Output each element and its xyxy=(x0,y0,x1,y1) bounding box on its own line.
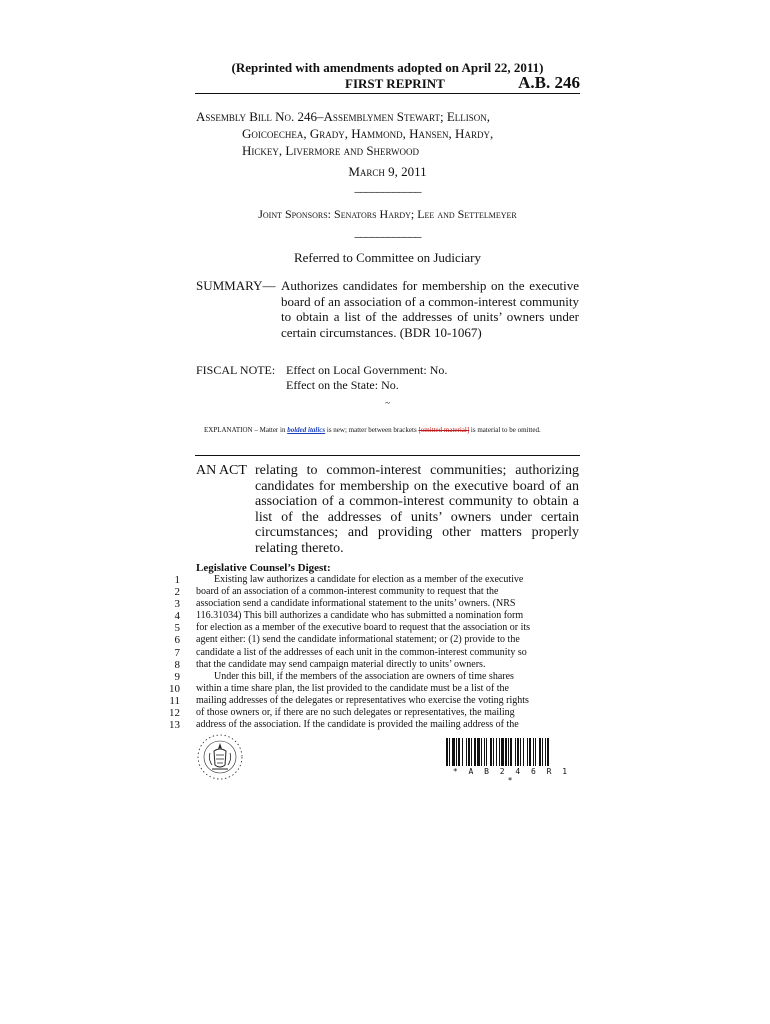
digest-line: 116.31034) This bill authorizes a candidate who has submitted a nomination form xyxy=(196,610,524,622)
state-seal-icon xyxy=(196,733,244,781)
committee-referral: Referred to Committee on Judiciary xyxy=(293,250,481,265)
bill-line-1: Assembly Bill No. 246–Assemblymen Stewart; Ellison, xyxy=(196,109,491,124)
line-number: 3 xyxy=(174,598,180,611)
joint-sponsors: Joint Sponsors: Senators Hardy; Lee and Settelmeyer xyxy=(258,207,517,221)
divider-1: ____________ xyxy=(354,179,421,194)
barcode-text: * A B 2 4 6 R 1 * xyxy=(452,767,571,785)
line-number: 9 xyxy=(174,670,180,683)
digest-body xyxy=(196,574,577,731)
explanation-rule xyxy=(195,455,580,456)
line-number: 5 xyxy=(174,622,180,635)
act-text: relating to common-interest communities; authorizing candidates for membership on the executive board of an association of a common-interest community to obtain a list of the addresses of units’ owners under certain circumstances; and providing other matters properly relating thereto. xyxy=(255,463,579,556)
digest-line: agent either: (1) send the candidate informational statement; or (2) provide to the xyxy=(196,634,520,646)
line-number: 6 xyxy=(174,634,180,647)
explanation xyxy=(204,426,574,434)
fiscal-values xyxy=(286,363,447,393)
header-rule xyxy=(195,93,580,94)
explanation-suffix: is material to be omitted. xyxy=(469,426,541,434)
digest-line: of those owners or, if there are no such delegates or representatives, the mailing xyxy=(196,707,515,719)
digest-title: Legislative Counsel’s Digest: xyxy=(196,562,331,574)
line-number: 1 xyxy=(174,574,180,586)
fiscal-label: FISCAL NOTE: xyxy=(196,363,276,377)
fiscal-state: Effect on the State: No. xyxy=(286,378,399,392)
digest-line: within a time share plan, the list provided to the candidate must be a list of the xyxy=(196,682,509,694)
line-number: 8 xyxy=(174,658,180,671)
reprint-note: (Reprinted with amendments adopted on April 22, 2011) xyxy=(231,60,544,75)
act-label: AN ACT xyxy=(196,463,247,478)
digest-line: association send a candidate informational statement to the units’ owners. (NRS xyxy=(196,598,516,610)
digest-line: for election as a member of the executive board to request that the association or its xyxy=(196,622,531,634)
line-number: 13 xyxy=(169,719,180,732)
divider-2: ____________ xyxy=(354,224,421,239)
line-number: 7 xyxy=(174,646,180,659)
digest-line: that the candidate may send campaign material directly to units’ owners. xyxy=(196,658,486,670)
summary-label: SUMMARY— xyxy=(196,278,276,293)
bill-sponsors xyxy=(196,108,579,159)
bill-line-2: Goicoechea, Grady, Hammond, Hansen, Hardy, xyxy=(242,126,494,141)
digest-line: candidate a list of the addresses of each unit in the common-interest community so xyxy=(196,646,527,658)
explanation-prefix: EXPLANATION – Matter in xyxy=(204,426,288,434)
digest-line: Existing law authorizes a candidate for election as a member of the executive xyxy=(214,574,524,585)
fiscal-local: Effect on Local Government: No. xyxy=(286,363,448,377)
digest-line: Under this bill, if the members of the association are owners of time shares xyxy=(214,670,514,682)
bill-line-3: Hickey, Livermore and Sherwood xyxy=(242,143,420,158)
line-number: 10 xyxy=(169,682,180,695)
line-number: 2 xyxy=(174,586,180,599)
digest-line: board of an association of a common-interest community to request that the xyxy=(196,586,499,598)
digest-line: address of the association. If the candidate is provided the mailing address of the xyxy=(196,719,519,731)
bill-id: A.B. 246 xyxy=(518,73,580,92)
digest-line: mailing addresses of the delegates or representatives who exercise the voting rights xyxy=(196,694,529,706)
header-line xyxy=(195,73,580,93)
tilde-separator: ~ xyxy=(385,398,390,408)
bill-date: March 9, 2011 xyxy=(348,164,427,179)
barcode-icon xyxy=(446,738,577,766)
explanation-middle: is new; matter between brackets xyxy=(325,426,419,434)
line-number: 11 xyxy=(169,694,180,707)
explanation-omitted: [omitted material] xyxy=(418,426,470,434)
line-number: 12 xyxy=(169,707,180,720)
summary-text: Authorizes candidates for membership on the executive board of an association of a common-interest community to obtain a list of the addresses of units’ owners under certain circumstances. (BDR 10-1067) xyxy=(281,278,579,340)
line-numbers xyxy=(160,574,180,731)
first-reprint-label: FIRST REPRINT xyxy=(345,76,445,91)
line-number: 4 xyxy=(174,610,180,623)
explanation-bold-italics: bolded italics xyxy=(287,426,326,434)
